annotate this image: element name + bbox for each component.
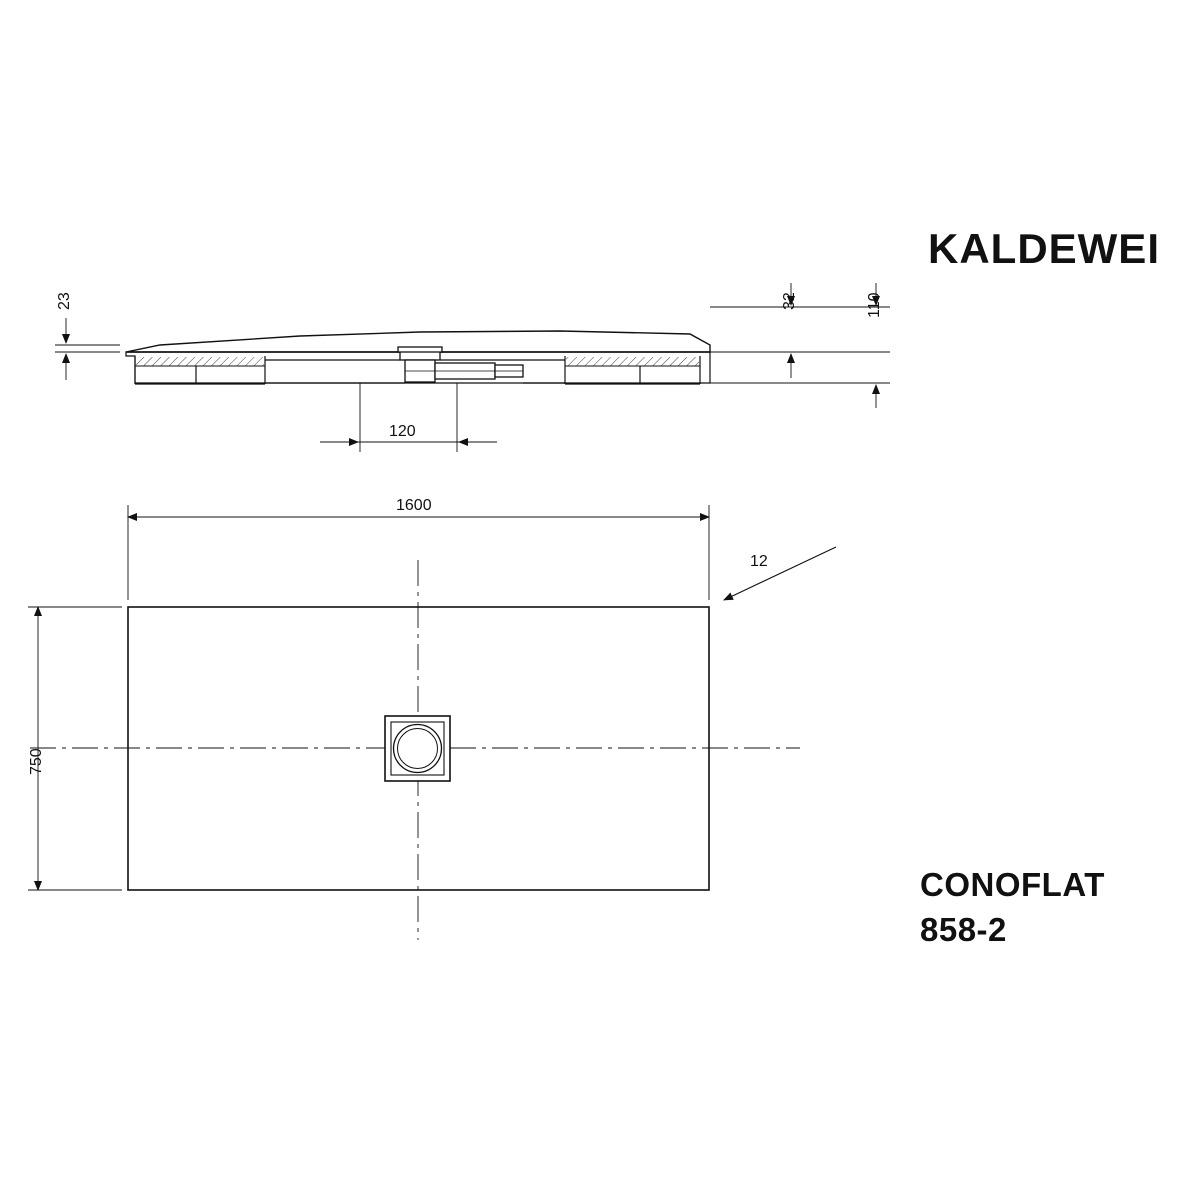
dimension-120: [320, 383, 497, 452]
dimension-label-750: 750: [28, 748, 45, 775]
plan-drain-cover: [385, 716, 450, 781]
dimension-label-32: 32: [781, 292, 798, 310]
dimension-23: [55, 318, 120, 380]
dimension-label-12: 12: [750, 553, 768, 570]
dimension-label-110: 110: [866, 292, 883, 318]
dimension-label-23: 23: [56, 292, 73, 310]
dimension-1600: [128, 505, 709, 600]
product-code: 858-2: [920, 911, 1007, 948]
dimension-label-120: 120: [389, 423, 416, 440]
dimension-32-110: [710, 283, 890, 408]
leader-12: [724, 547, 836, 600]
brand-logo: KALDEWEI: [928, 225, 1160, 272]
dimension-label-1600: 1600: [396, 497, 432, 514]
product-name: CONOFLAT: [920, 866, 1105, 903]
section-view: [55, 283, 890, 452]
plan-view: [28, 505, 836, 940]
